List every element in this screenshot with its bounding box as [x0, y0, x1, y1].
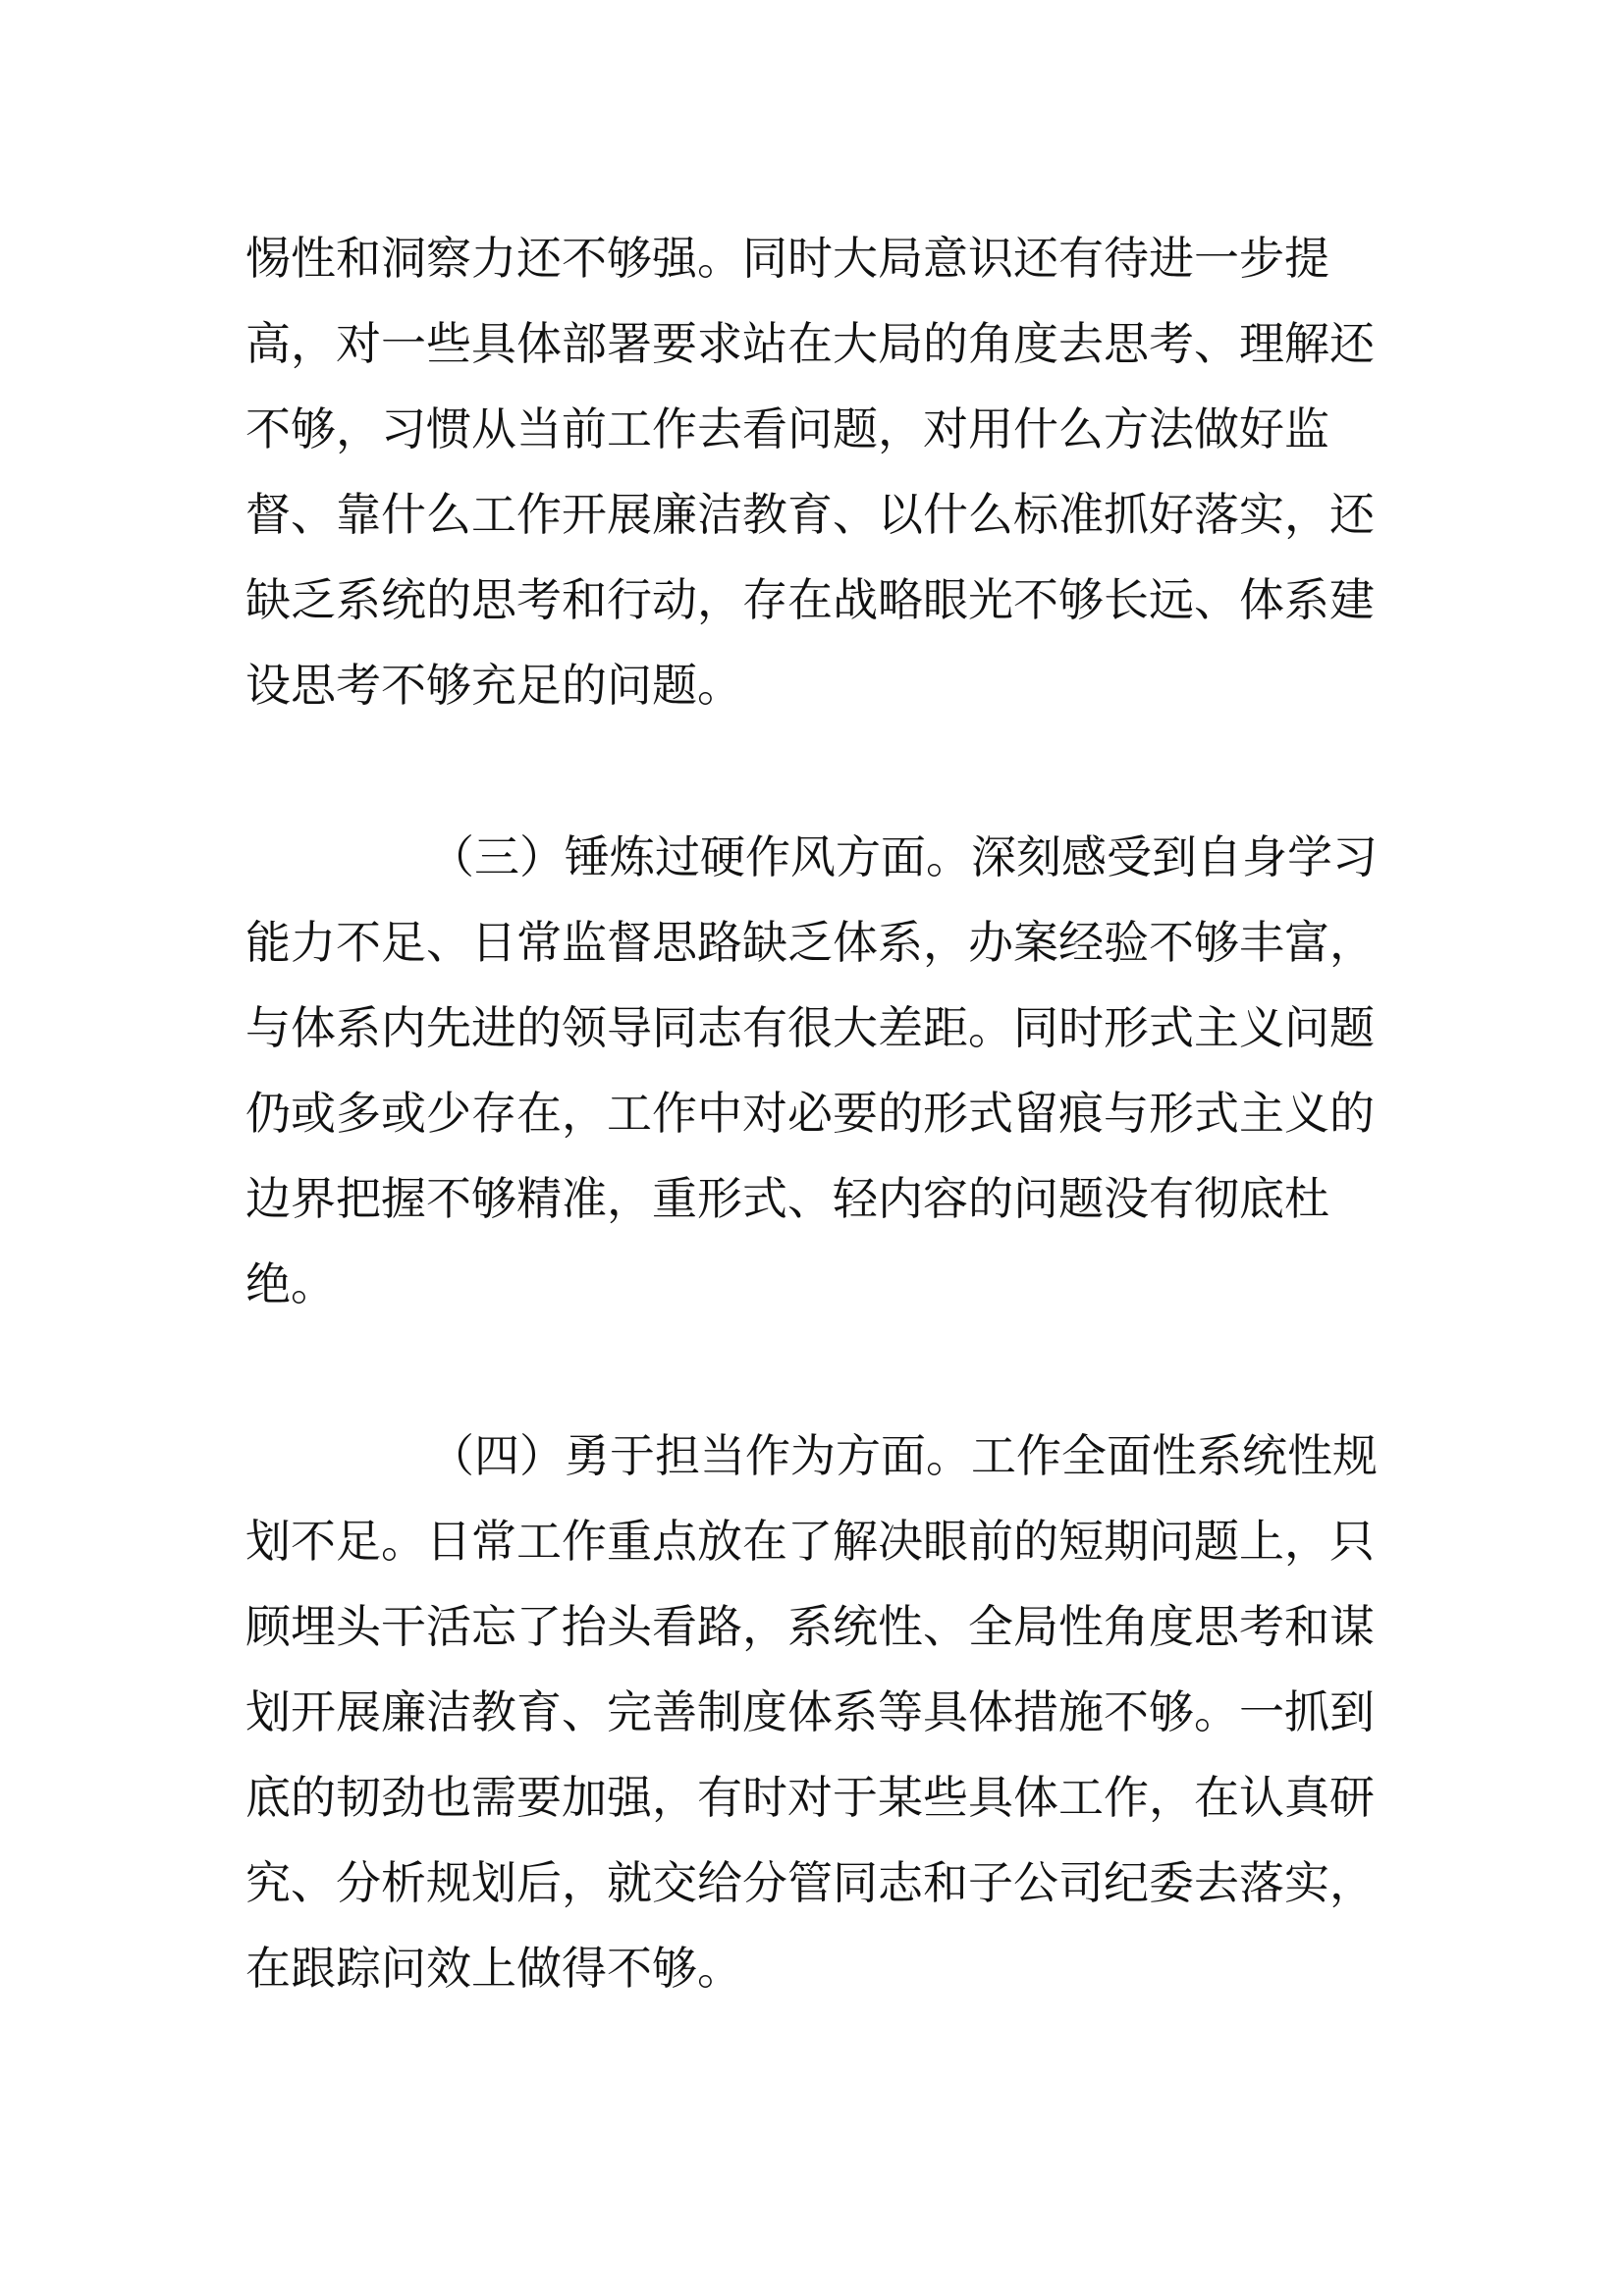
section-heading-line: （四）勇于担当作为方面。工作全面性系统性规: [429, 1429, 1378, 1482]
text-line: 不够，习惯从当前工作去看问题，对用什么方法做好监: [245, 402, 1329, 455]
text-line: 究、分析规划后，就交给分管同志和子公司纪委去落实，: [245, 1856, 1375, 1909]
text-line: 划不足。日常工作重点放在了解决眼前的短期问题上，只: [245, 1515, 1375, 1568]
text-line: 仍或多或少存在，工作中对必要的形式留痕与形式主义的: [245, 1087, 1375, 1140]
text-line: 能力不足、日常监督思路缺乏体系，办案经验不够丰富，: [245, 916, 1375, 969]
text-line: 缺乏系统的思考和行动，存在战略眼光不够长远、体系建: [245, 573, 1375, 626]
text-line: 绝。: [245, 1257, 336, 1310]
text-line: 高，对一些具体部署要求站在大局的角度去思考、理解还: [245, 317, 1375, 370]
text-line: 惕性和洞察力还不够强。同时大局意识还有待进一步提: [245, 232, 1329, 285]
text-line: 在跟踪问效上做得不够。: [245, 1942, 742, 1995]
text-line: 设思考不够充足的问题。: [245, 659, 742, 712]
text-line: 顾埋头干活忘了抬头看路，系统性、全局性角度思考和谋: [245, 1600, 1375, 1653]
text-line: 划开展廉洁教育、完善制度体系等具体措施不够。一抓到: [245, 1685, 1375, 1738]
text-line: 与体系内先进的领导同志有很大差距。同时形式主义问题: [245, 1001, 1375, 1054]
text-line: 边界把握不够精准，重形式、轻内容的问题没有彻底杜: [245, 1172, 1329, 1225]
section-heading-line: （三）锤炼过硬作风方面。深刻感受到自身学习: [429, 830, 1378, 883]
text-line: 督、靠什么工作开展廉洁教育、以什么标准抓好落实，还: [245, 488, 1375, 541]
text-line: 底的韧劲也需要加强，有时对于某些具体工作，在认真研: [245, 1771, 1375, 1824]
